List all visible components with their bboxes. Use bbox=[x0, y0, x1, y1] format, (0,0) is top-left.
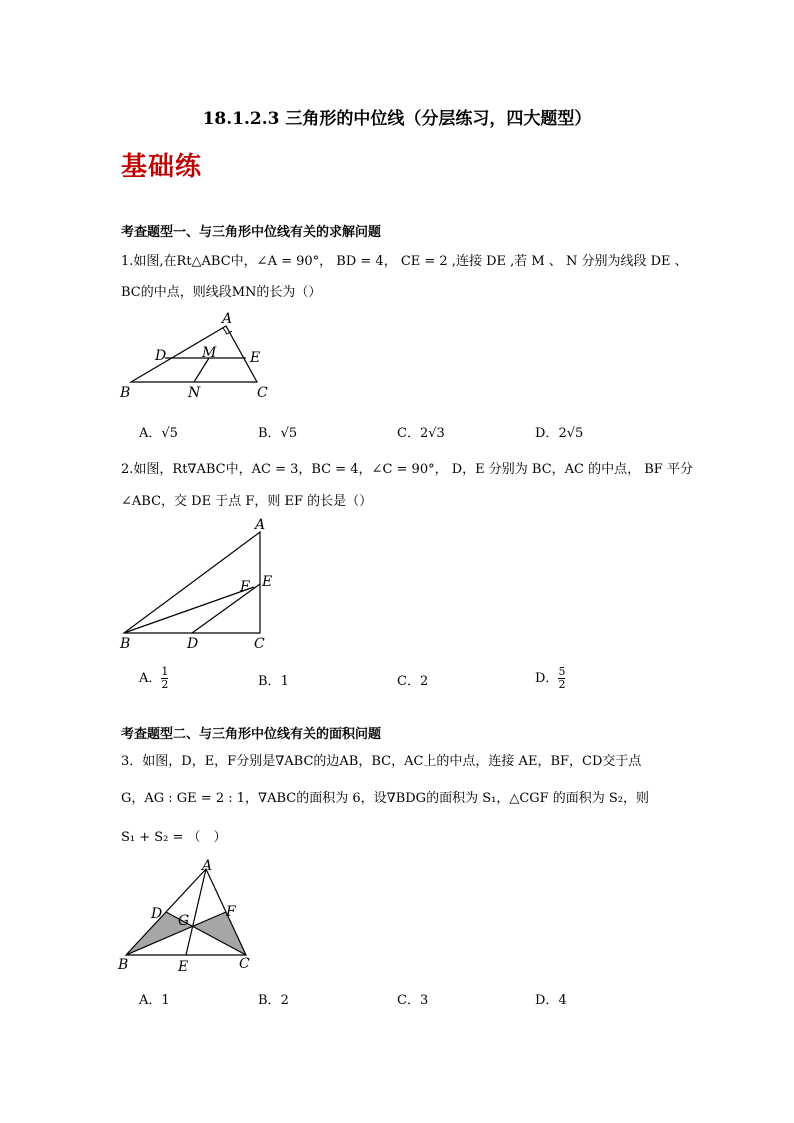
q2-segment-bf bbox=[124, 587, 254, 633]
option-value: 2√3 bbox=[419, 426, 445, 441]
option-letter: C． bbox=[397, 674, 420, 689]
q3-option-d bbox=[535, 989, 567, 1008]
option-letter: D． bbox=[535, 671, 559, 686]
q3-line1: 3．如图，D，E，F分别是∇ABC的边AB，BC，AC上的中点，连接 AE，BF，CD交于点 bbox=[121, 754, 642, 769]
q3-label-d: D bbox=[151, 906, 163, 922]
type1-heading: 考查题型一、与三角形中位线有关的求解问题 bbox=[121, 225, 382, 240]
option-letter: A． bbox=[139, 671, 162, 686]
denominator: 2 bbox=[558, 678, 566, 691]
q3-label-c: C bbox=[239, 956, 250, 972]
q3-label-a: A bbox=[202, 858, 213, 874]
option-value: √5 bbox=[161, 426, 178, 441]
option-value: 2√5 bbox=[558, 426, 584, 441]
option-value: 2 bbox=[419, 674, 429, 689]
q2-label-f: F bbox=[240, 579, 250, 595]
q2-line2: ∠ABC，交 DE 于点 F，则 EF 的长是（） bbox=[121, 494, 373, 509]
q3-label-g: G bbox=[178, 913, 190, 929]
fraction-five-halves bbox=[558, 666, 565, 691]
q1-line1: 1.如图,在Rt△ABC中，∠A = 90°， BD = 4， CE = 2 ,连接 DE ,若 M 、 N 分别为线段 DE 、 bbox=[121, 254, 688, 269]
q2-line1: 2.如图，Rt∇ABC中，AC = 3，BC = 4，∠C = 90°， D，E 分别为 BC，AC 的中点， BF 平分 bbox=[121, 462, 693, 477]
option-letter: A． bbox=[139, 426, 162, 441]
page-title: 18.1.2.3 三角形的中位线（分层练习，四大题型） bbox=[202, 109, 592, 129]
q2-label-c: C bbox=[254, 636, 265, 652]
option-letter: A． bbox=[139, 993, 162, 1008]
option-value: 2 bbox=[280, 993, 289, 1008]
option-value: 4 bbox=[558, 993, 567, 1008]
option-letter: D． bbox=[535, 993, 559, 1008]
q1-line2: BC的中点，则线段MN的长为（） bbox=[121, 285, 322, 300]
q3-line3: S₁ + S₂ = （ ） bbox=[121, 830, 227, 845]
numerator: 1 bbox=[161, 665, 169, 678]
q1-label-e: E bbox=[250, 350, 261, 366]
q1-label-a: A bbox=[222, 311, 233, 327]
option-value: √5 bbox=[280, 426, 298, 441]
option-letter: B． bbox=[258, 426, 281, 441]
option-value: 1 bbox=[280, 674, 289, 689]
q3-label-e: E bbox=[178, 959, 189, 975]
q3-line2: G，AG : GE = 2 : 1，∇ABC的面积为 6，设∇BDG的面积为 S₁，△CGF 的面积为 S₂，则 bbox=[121, 791, 650, 806]
q2-option-c bbox=[397, 670, 428, 689]
q3-label-b: B bbox=[118, 957, 129, 973]
q3-option-a bbox=[139, 989, 170, 1008]
q2-label-e: E bbox=[262, 574, 273, 590]
q1-label-m: M bbox=[202, 345, 217, 361]
option-letter: C． bbox=[397, 426, 420, 441]
q1-label-d: D bbox=[155, 348, 167, 364]
q1-option-d bbox=[535, 422, 583, 441]
q3-label-f: F bbox=[226, 904, 236, 920]
q2-segment-de bbox=[192, 584, 260, 633]
q1-option-c bbox=[397, 422, 445, 441]
q1-figure bbox=[110, 305, 290, 405]
q1-segment-mn bbox=[194, 358, 209, 382]
option-letter: B． bbox=[258, 993, 281, 1008]
q3-option-b bbox=[258, 989, 289, 1008]
fraction-one-half bbox=[161, 666, 168, 691]
q1-option-a bbox=[139, 422, 178, 441]
section-title: 基础练 bbox=[121, 152, 203, 182]
q3-option-c bbox=[397, 989, 428, 1008]
option-letter: B． bbox=[258, 674, 281, 689]
q1-triangle bbox=[131, 326, 257, 382]
q1-label-b: B bbox=[120, 385, 131, 401]
option-value: 3 bbox=[419, 993, 429, 1008]
q3-shade-cgf bbox=[192, 912, 246, 955]
numerator: 5 bbox=[558, 665, 566, 678]
q2-label-b: B bbox=[120, 636, 131, 652]
q1-label-c: C bbox=[257, 385, 268, 401]
q2-option-a bbox=[139, 666, 168, 691]
q1-option-b bbox=[258, 422, 297, 441]
option-letter: D． bbox=[535, 426, 559, 441]
q3-figure bbox=[110, 855, 270, 975]
type2-heading: 考查题型二、与三角形中位线有关的面积问题 bbox=[121, 727, 382, 742]
q3-median-ae bbox=[186, 869, 206, 955]
q2-label-a: A bbox=[255, 517, 266, 533]
option-letter: C． bbox=[397, 993, 420, 1008]
q2-option-d bbox=[535, 666, 565, 691]
q1-label-n: N bbox=[188, 385, 201, 401]
option-value: 1 bbox=[161, 993, 170, 1008]
denominator: 2 bbox=[161, 678, 169, 691]
q2-figure bbox=[110, 512, 290, 657]
q2-option-b bbox=[258, 670, 289, 689]
q2-label-d: D bbox=[187, 636, 199, 652]
